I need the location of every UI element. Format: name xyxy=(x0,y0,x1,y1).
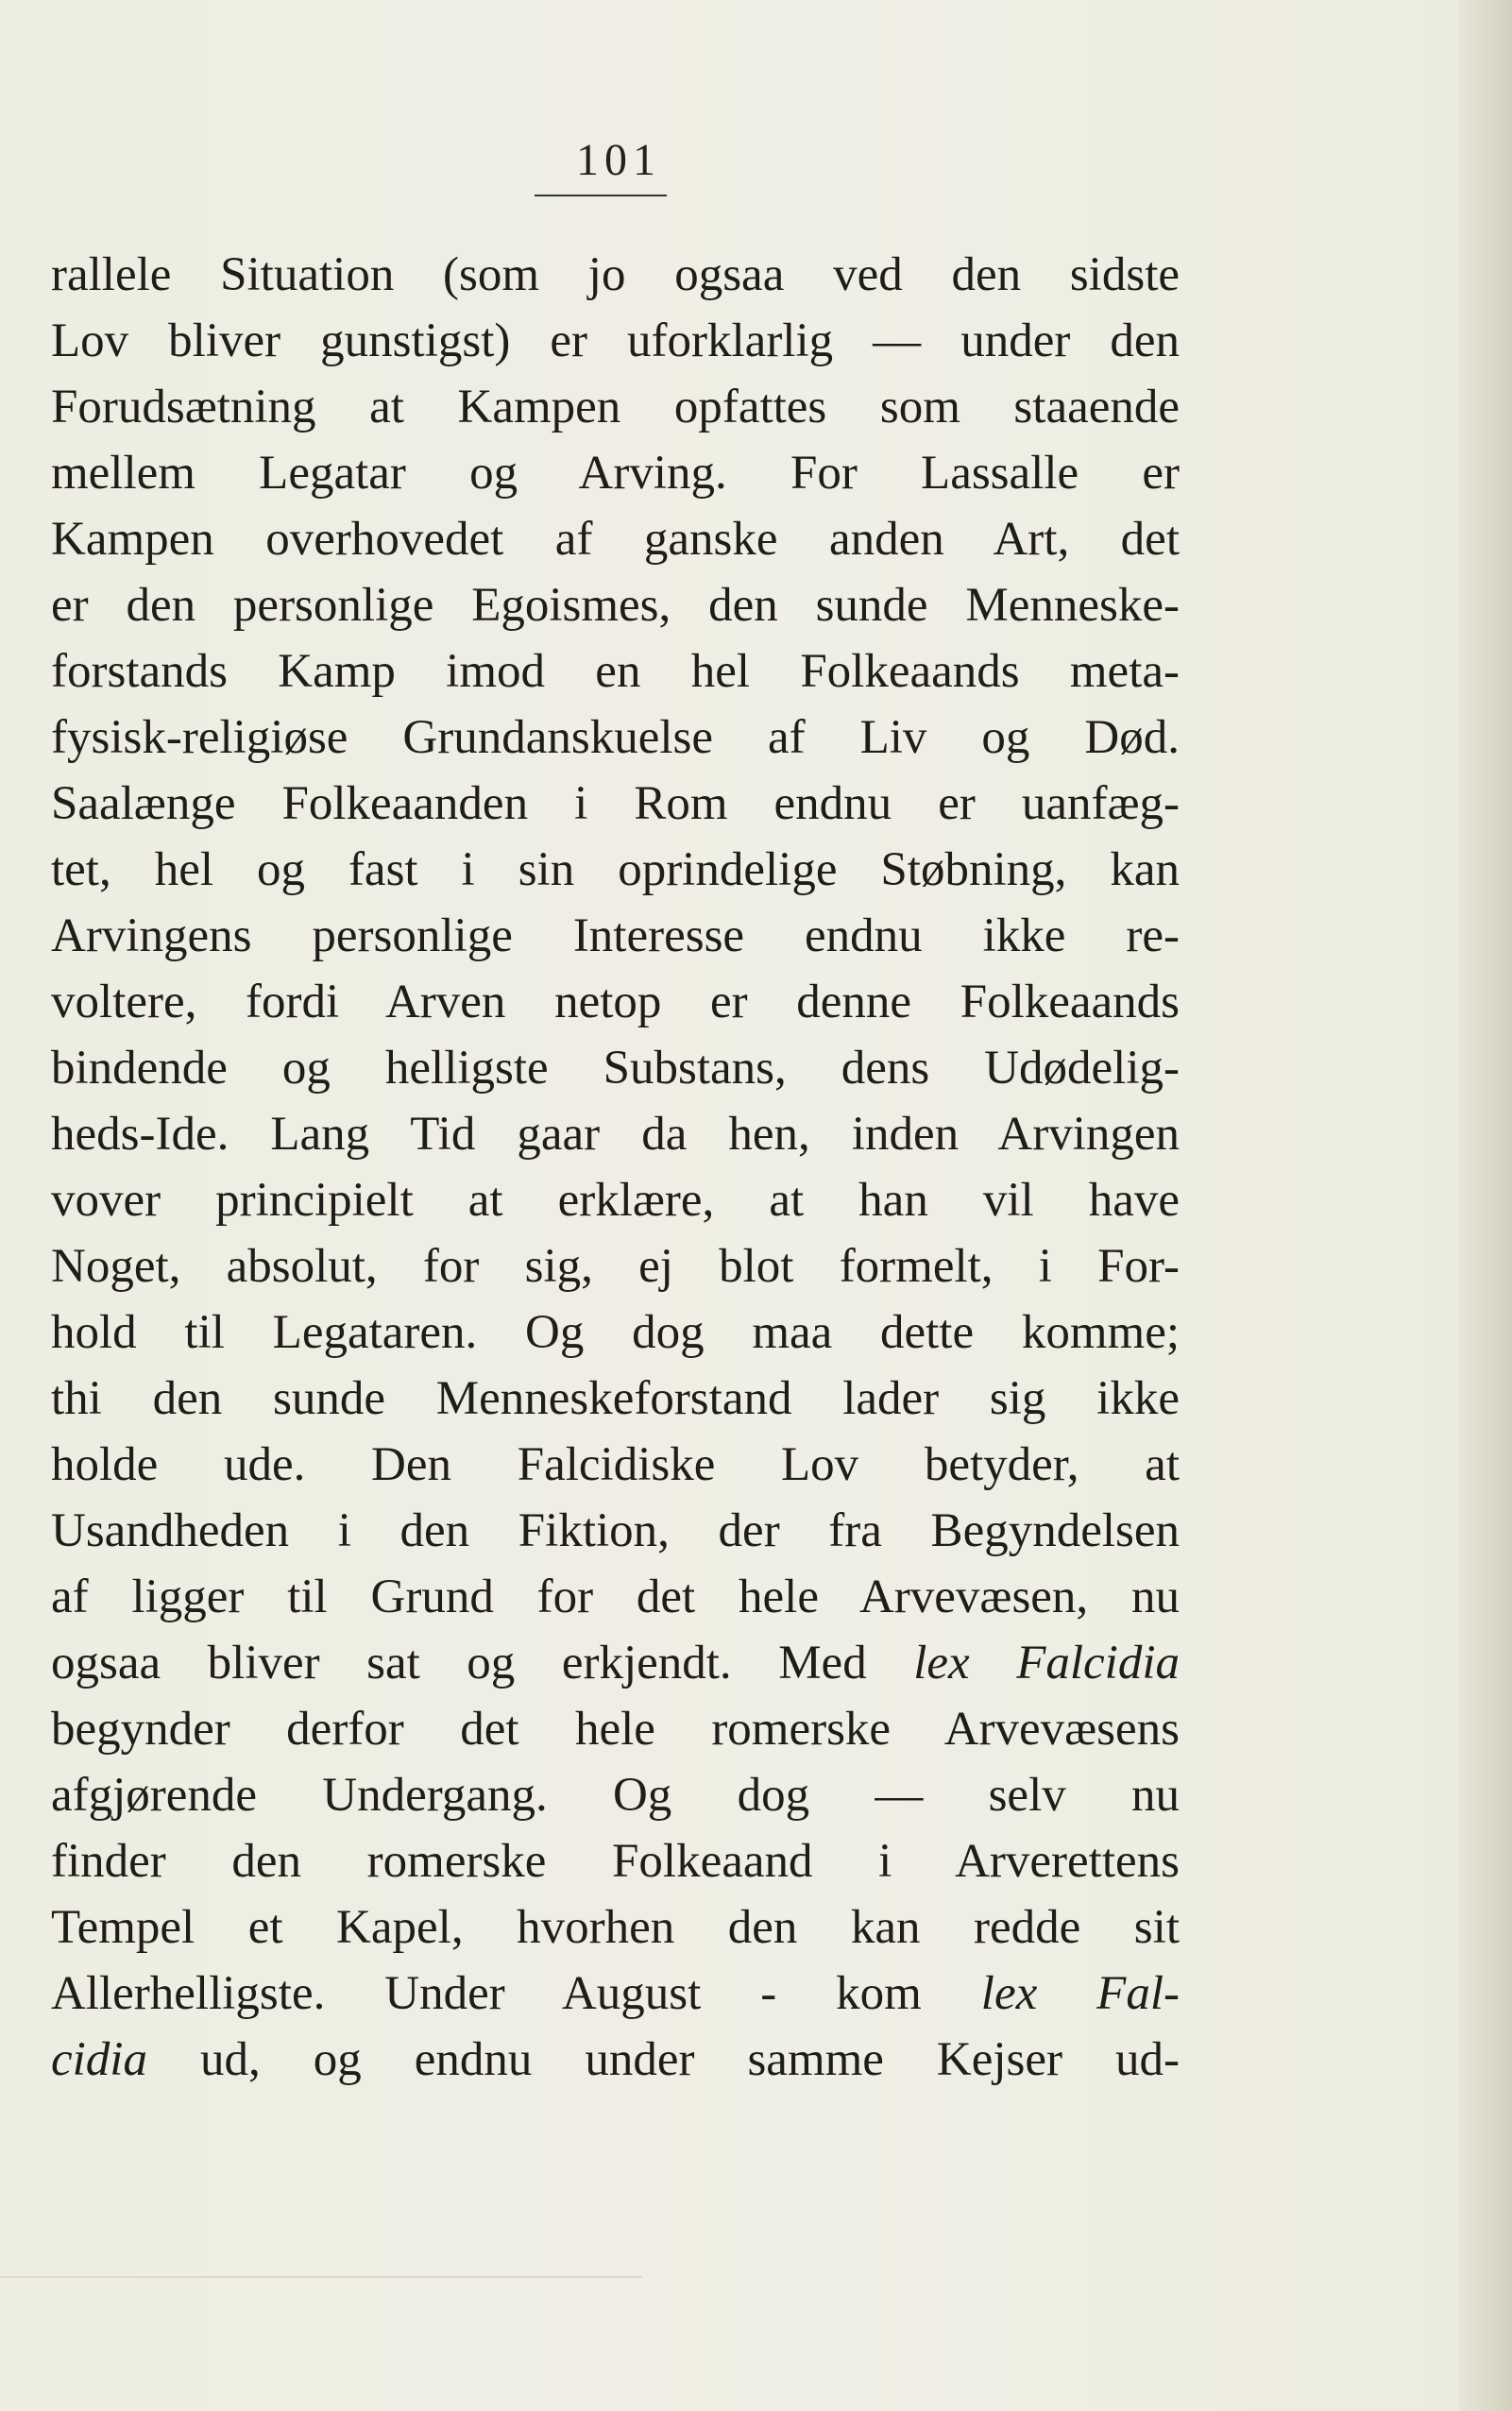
text-line: Saalænge Folkeaanden i Rom endnu er uanfæg- xyxy=(51,777,1180,830)
text-line: thi den sunde Menneskeforstand lader sig ikke xyxy=(51,1372,1180,1425)
text-line: er den personlige Egoismes, den sunde Menneske- xyxy=(51,579,1180,632)
text-line: mellem Legatar og Arving. For Lassalle er xyxy=(51,447,1180,500)
body-text xyxy=(51,242,1180,2093)
text-line: vover principielt at erklære, at han vil have xyxy=(51,1174,1180,1227)
text-line xyxy=(51,1630,1180,1696)
text-line: Noget, absolut, for sig, ej blot formelt, i For- xyxy=(51,1240,1180,1293)
italic-term: lex Fal- xyxy=(980,1967,1180,2020)
text-line: Forudsætning at Kampen opfattes som staaende xyxy=(51,381,1180,433)
text-run: ogsaa bliver sat og erkjendt. Med xyxy=(51,1637,914,1689)
text-line: begynder derfor det hele romerske Arvevæsens xyxy=(51,1703,1180,1756)
text-line: af ligger til Grund for det hele Arvevæsen, nu xyxy=(51,1571,1180,1623)
italic-term: lex Falcidia xyxy=(913,1637,1181,1689)
text-line: afgjørende Undergang. Og dog — selv nu xyxy=(51,1769,1180,1822)
text-line: holde ude. Den Falcidiske Lov betyder, at xyxy=(51,1438,1180,1491)
italic-term: cidia xyxy=(51,2033,147,2086)
text-line xyxy=(51,2027,1180,2093)
header-rule xyxy=(535,195,667,196)
text-line: Lov bliver gunstigst) er uforklarlig — under den xyxy=(51,314,1180,367)
page-number: 101 xyxy=(576,135,661,185)
text-line: voltere, fordi Arven netop er denne Folkeaands xyxy=(51,976,1180,1028)
page-bottom-edge xyxy=(0,2276,642,2287)
text-run: Allerhelligste. Under August - kom xyxy=(51,1967,981,2020)
text-line: finder den romerske Folkeaand i Arverettens xyxy=(51,1835,1180,1888)
text-line: Arvingens personlige Interesse endnu ikke re- xyxy=(51,909,1180,962)
text-line: bindende og helligste Substans, dens Udødelig- xyxy=(51,1042,1180,1095)
text-line: tet, hel og fast i sin oprindelige Støbning, kan xyxy=(51,843,1180,896)
text-line: Kampen overhovedet af ganske anden Art, det xyxy=(51,513,1180,566)
text-line: forstands Kamp imod en hel Folkeaands meta- xyxy=(51,645,1180,698)
text-line: Usandheden i den Fiktion, der fra Begyndelsen xyxy=(51,1504,1180,1557)
page-edge-shadow xyxy=(1459,0,1512,2411)
text-run: ud, og endnu under samme Kejser ud- xyxy=(146,2033,1180,2086)
text-line: fysisk-religiøse Grundanskuelse af Liv og Død. xyxy=(51,711,1180,764)
text-line: hold til Legataren. Og dog maa dette komme; xyxy=(51,1306,1180,1359)
text-line: heds-Ide. Lang Tid gaar da hen, inden Arvingen xyxy=(51,1108,1180,1161)
text-line xyxy=(51,1961,1180,2027)
text-line: Tempel et Kapel, hvorhen den kan redde sit xyxy=(51,1901,1180,1954)
text-line: rallele Situation (som jo ogsaa ved den sidste xyxy=(51,248,1180,301)
